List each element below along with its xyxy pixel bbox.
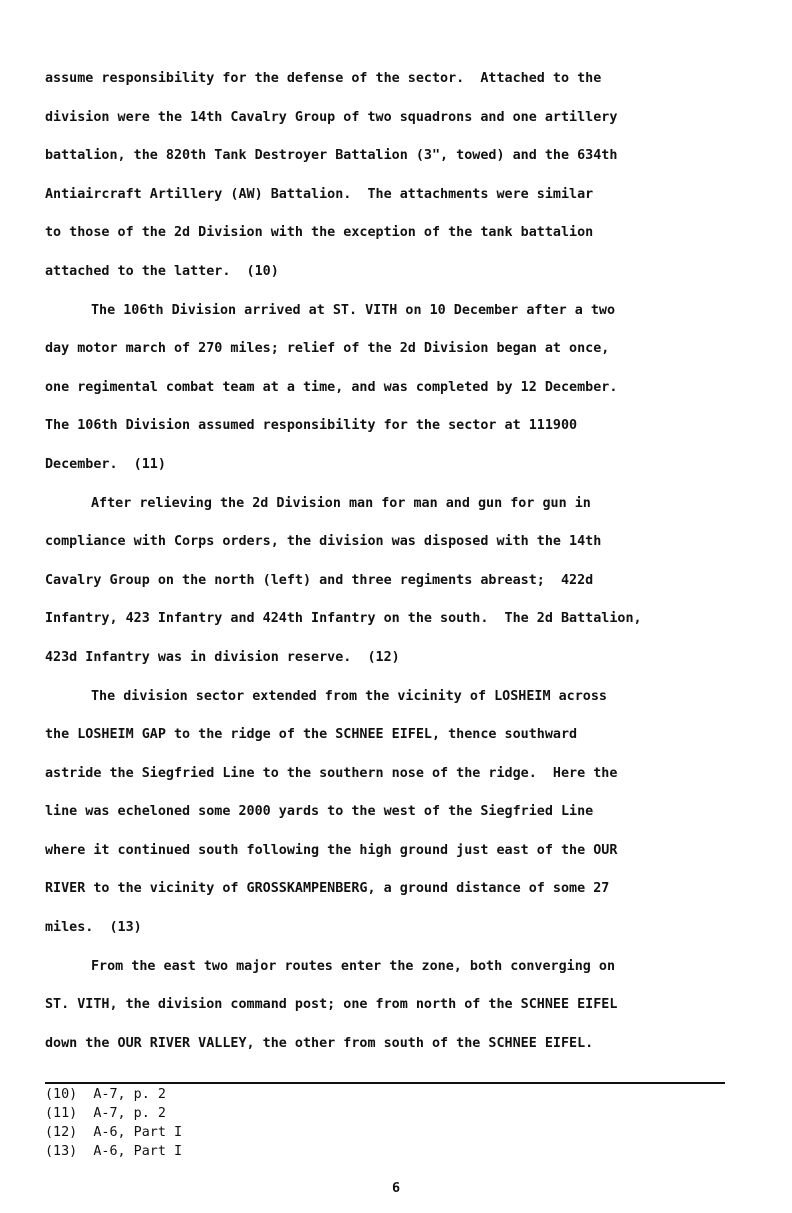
text-line: The 106th Division assumed responsibility for the sector at 111900 — [45, 418, 578, 434]
text-line: RIVER to the vicinity of GROSSKAMPENBERG, a ground distance of some 27 — [45, 881, 610, 897]
text-line: one regimental combat team at a time, and was completed by 12 December. — [45, 379, 618, 395]
text-line: line was echeloned some 2000 yards to the west of the Siegfried Line — [45, 804, 594, 820]
paragraph-sector — [45, 678, 745, 948]
text-line: day motor march of 270 miles; relief of the 2d Division began at once, — [45, 341, 610, 357]
text-line: From the east two major routes enter the zone, both converging on — [91, 958, 616, 974]
text-line: division were the 14th Cavalry Group of two squadrons and one artillery — [45, 109, 618, 125]
text-line: Antiaircraft Artillery (AW) Battalion. The attachments were similar — [45, 186, 594, 202]
text-line: assume responsibility for the defense of the sector. Attached to the — [45, 71, 602, 86]
footnotes — [45, 1085, 445, 1161]
paragraph-attachments — [45, 60, 745, 292]
text-line: battalion, the 820th Tank Destroyer Battalion (3", towed) and the 634th — [45, 148, 618, 164]
text-line: astride the Siegfried Line to the southern nose of the ridge. Here the — [45, 765, 618, 781]
text-line: Infantry, 423 Infantry and 424th Infantry on the south. The 2d Battalion, — [45, 611, 642, 627]
text-line: to those of the 2d Division with the exception of the tank battalion — [45, 225, 594, 241]
text-line: 423d Infantry was in division reserve. (12) — [45, 649, 400, 665]
text-line: the LOSHEIM GAP to the ridge of the SCHNEE EIFEL, thence southward — [45, 727, 578, 743]
text-line: down the OUR RIVER VALLEY, the other from south of the SCHNEE EIFEL. — [45, 1035, 594, 1051]
text-line: compliance with Corps orders, the division was disposed with the 14th — [45, 534, 602, 550]
footnote: (13) A-6, Part I — [45, 1144, 183, 1159]
footnote-divider — [45, 1082, 725, 1084]
paragraph-routes — [45, 948, 745, 1064]
text-line: ST. VITH, the division command post; one from north of the SCHNEE EIFEL — [45, 997, 618, 1013]
footnote: (12) A-6, Part I — [45, 1125, 183, 1140]
text-line: miles. (13) — [45, 920, 142, 936]
text-line: attached to the latter. (10) — [45, 263, 279, 279]
text-line: December. (11) — [45, 456, 166, 472]
body-text — [45, 60, 745, 1063]
paragraph-disposition — [45, 485, 745, 678]
text-line: Cavalry Group on the north (left) and three regiments abreast; 422d — [45, 572, 594, 588]
text-line: The 106th Division arrived at ST. VITH on 10 December after a two — [91, 302, 616, 318]
text-line: where it continued south following the high ground just east of the OUR — [45, 842, 618, 858]
page-number: 6 — [391, 1181, 401, 1196]
paragraph-arrival — [45, 292, 745, 485]
footnote: (10) A-7, p. 2 — [45, 1087, 166, 1102]
text-line: After relieving the 2d Division man for man and gun for gun in — [91, 495, 591, 511]
text-line: The division sector extended from the vicinity of LOSHEIM across — [91, 688, 607, 704]
footnote: (11) A-7, p. 2 — [45, 1106, 166, 1121]
